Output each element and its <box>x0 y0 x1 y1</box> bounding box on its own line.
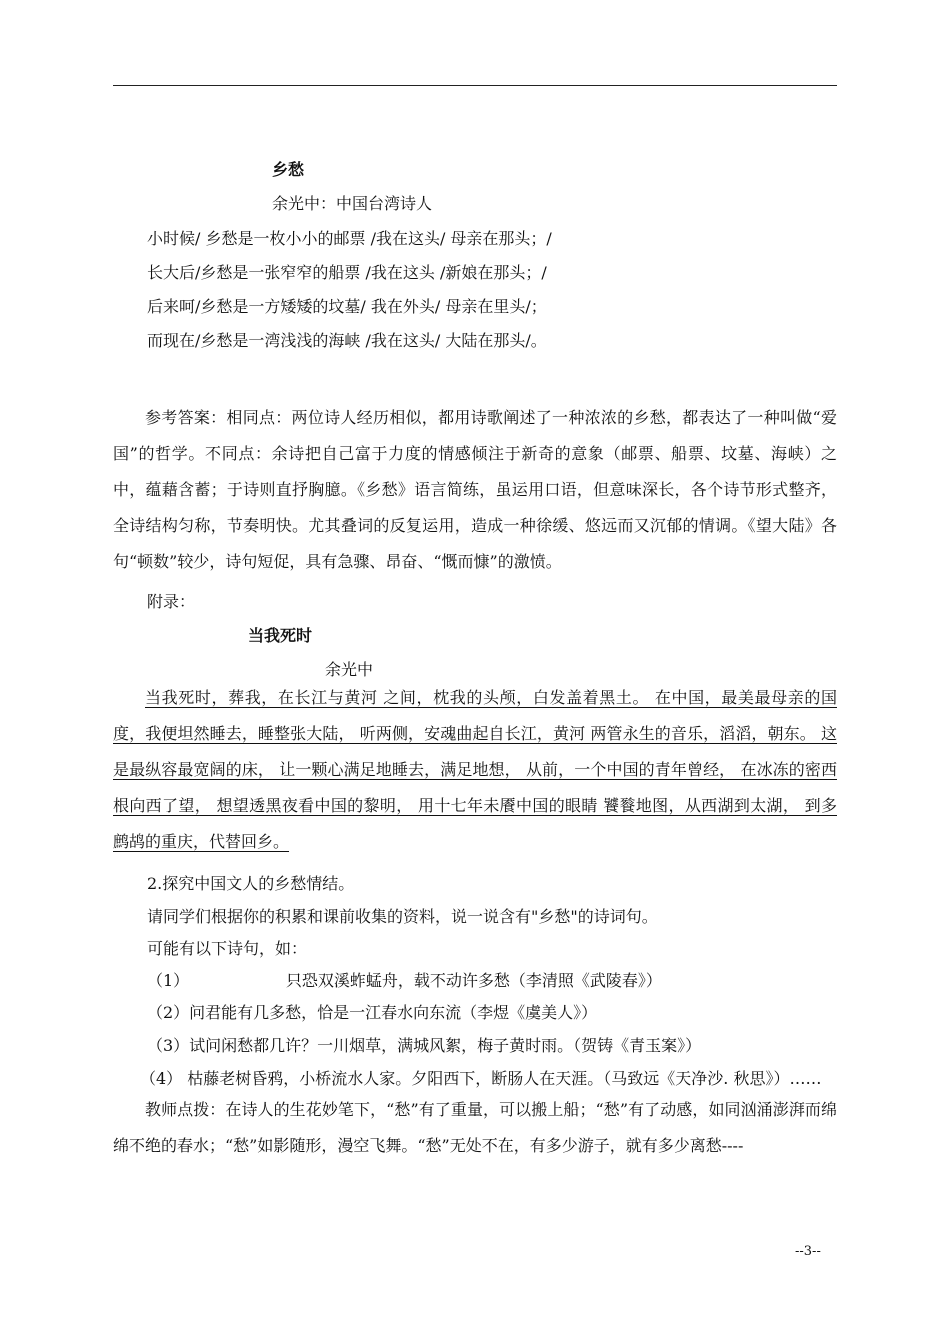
appendix-label: 附录： <box>147 592 196 611</box>
poem-quote-item: （2）问君能有几多愁，恰是一江春水向东流（李煜《虞美人》） <box>147 1003 598 1022</box>
poem-quote-item: （4） 枯藤老树昏鸦，小桥流水人家。夕阳西下，断肠人在天涯。（马致远《天净沙. 秋思》）…… <box>140 1069 822 1088</box>
reference-answer: 参考答案：相同点：两位诗人经历相似，都用诗歌阐述了一种浓浓的乡愁，都表达了一种叫做“爱国”的哲学。不同点：余诗把自己富于力度的情感倾注于新奇的意象（邮票、船票、坟墓、海峡）之中，蕴藉含蓄；于诗则直抒胸臆。《乡愁》语言简练，虽运用口语，但意味深长，各个诗节形式整齐，全诗结构匀称，节奏明快。尤其叠词的反复运用，造成一种徐缓、悠远而又沉郁的情调。《望大陆》各句“顿数”较少，诗句短促，具有急骤、昂奋、“慨而慷”的激愤。 <box>113 408 837 571</box>
poem-quote-item: （1） 只恐双溪蚱蜢舟，载不动许多愁（李清照《武陵春》） <box>147 971 662 990</box>
section-heading: 2.探究中国文人的乡愁情结。 <box>147 874 355 893</box>
section-prompt: 请同学们根据你的积累和课前收集的资料，说一说含有"乡愁"的诗词句。 <box>147 907 658 926</box>
page-number: --3-- <box>795 1244 821 1259</box>
poem-quote-item: （3）试问闲愁都几许？一川烟草，满城风絮，梅子黄时雨。（贺铸《青玉案》） <box>147 1036 702 1055</box>
poem-line: 而现在/乡愁是一湾浅浅的海峡 /我在这头/ 大陆在那头/。 <box>147 331 547 350</box>
poem-line: 长大后/乡愁是一张窄窄的船票 /我在这头 /新娘在那头；/ <box>147 263 547 282</box>
poem-line: 后来呵/乡愁是一方矮矮的坟墓/ 我在外头/ 母亲在里头/； <box>147 297 547 316</box>
appendix-poem-text: 当我死时，葬我，在长江与黄河 之间，枕我的头颅，白发盖着黑土。 在中国，最美最母亲的国度，我便坦然睡去，睡整张大陆， 听两侧，安魂曲起自长江，黄河 两管永生的音乐，滔滔，朝东。 这是最纵容最宽阔的床， 让一颗心满足地睡去，满足地想， 从前，一个中国的青年曾经， 在冰冻的密西根向西了望， 想望透黑夜看中国的黎明， 用十七年未餍中国的眼睛 饕餮地图，从西湖到太湖， 到多鹧鸪的重庆，代替回乡。 <box>113 688 837 851</box>
appendix-poem-title: 当我死时 <box>248 626 313 645</box>
header-rule <box>113 85 837 86</box>
appendix-poem-author: 余光中 <box>325 660 374 679</box>
poem-author: 余光中：中国台湾诗人 <box>272 194 433 213</box>
poem-line: 小时候/ 乡愁是一枚小小的邮票 /我在这头/ 母亲在那头；/ <box>147 229 552 248</box>
teacher-note: 教师点拨：在诗人的生花妙笔下，“愁”有了重量，可以搬上船；“愁”有了动感，如同汹涌澎湃而绵绵不绝的春水；“愁”如影随形，漫空飞舞。“愁”无处不在，有多少游子，就有多少离愁---- <box>113 1100 837 1155</box>
section-lead: 可能有以下诗句，如： <box>147 939 308 958</box>
poem-title: 乡愁 <box>272 160 305 179</box>
